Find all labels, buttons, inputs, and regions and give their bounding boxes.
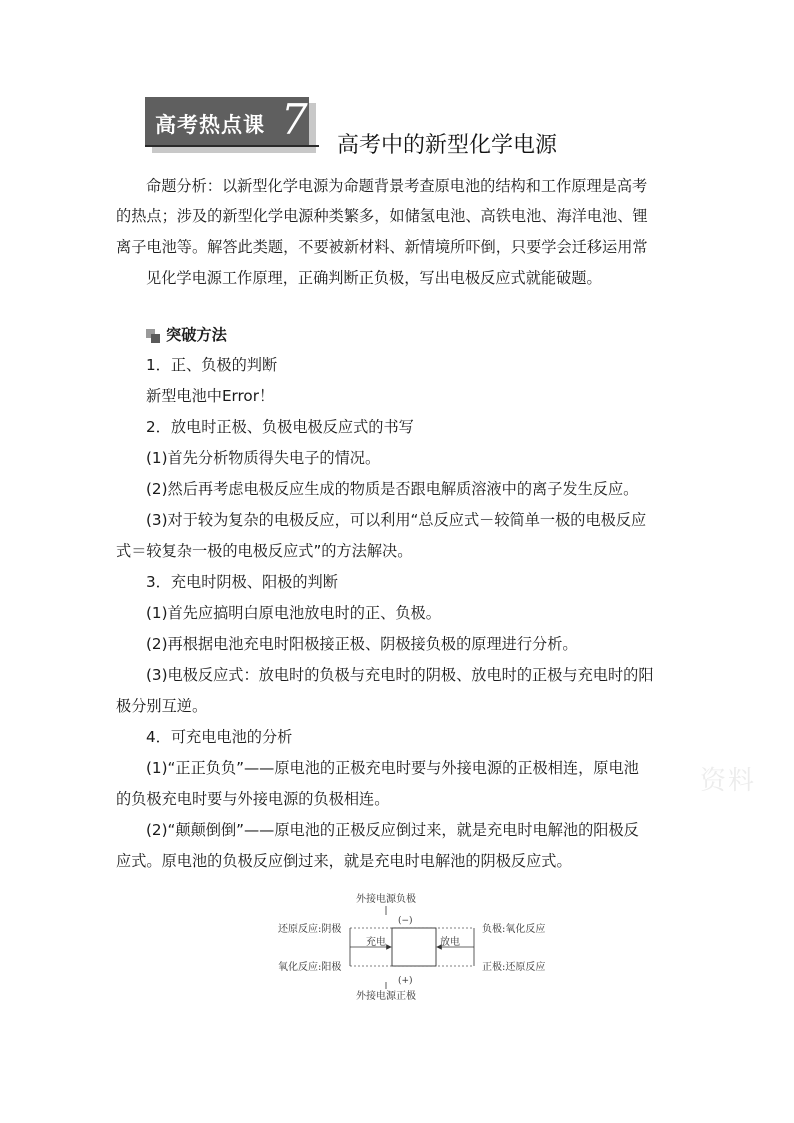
battery-box [392,928,436,966]
label-external-positive: 外接电源正极 [356,991,416,1002]
label-left-bottom: 氧化反应:阳极 [278,962,342,973]
charge-discharge-diagram [270,885,560,1010]
label-charge: 充电 [366,937,386,948]
section-line: 应式。原电池的负极反应倒过来，就是充电时电解池的阴极反应式。 [116,852,572,870]
label-external-negative: 外接电源负极 [356,894,416,905]
section-line: (2)再根据电池充电时阳极接正极、阴极接负极的原理进行分析。 [146,635,578,653]
section-line: 式＝较复杂一极的电极反应式”的方法解决。 [116,542,413,560]
section-line: (1)“正正负负”——原电池的正极充电时要与外接电源的正极相连，原电池 [146,759,639,777]
section-line: 1．正、负极的判断 [146,356,278,374]
label-discharge: 放电 [440,937,460,948]
section-line: (2)“颠颠倒倒”——原电池的正极反应倒过来，就是充电时电解池的阳极反 [146,821,639,839]
label-left-top: 还原反应:阴极 [278,924,342,935]
hot-topic-badge [145,97,309,147]
label-right-top: 负极:氧化反应 [482,924,546,935]
section-line: (3)对于较为复杂的电极反应，可以利用“总反应式－较简单一极的电极反应 [146,511,647,529]
section-heading: 突破方法 [166,326,227,344]
watermark: 资料 [700,766,757,796]
badge-number: 7 [281,95,308,144]
label-right-bottom: 正极:还原反应 [482,962,546,973]
label-minus: (−) [398,916,413,926]
badge-underline [309,145,319,147]
section-line: (1)首先应搞明白原电池放电时的正、负极。 [146,604,441,622]
intro-line-4: 见化学电源工作原理，正确判断正负极，写出电极反应式就能破题。 [146,269,602,287]
section-line: (1)首先分析物质得失电子的情况。 [146,449,381,467]
page-title: 高考中的新型化学电源 [337,133,558,158]
section-line: 新型电池中Error！ [146,387,275,405]
section-line: 2．放电时正极、负极电极反应式的书写 [146,418,414,436]
section-line: 4．可充电电池的分析 [146,728,293,746]
badge-text: 高考热点课 [155,112,265,137]
section-line: (2)然后再考虑电极反应生成的物质是否跟电解质溶液中的离子发生反应。 [146,480,639,498]
section-line: 3．充电时阴极、阳极的判断 [146,573,338,591]
section-line: 极分别互逆。 [116,697,208,715]
intro-line-1: 命题分析：以新型化学电源为命题背景考查原电池的结构和工作原理是高考 [146,177,648,195]
label-plus: (+) [398,976,413,986]
section-line: 的负极充电时要与外接电源的负极相连。 [116,790,390,808]
intro-line-3: 离子电池等。解答此类题，不要被新材料、新情境所吓倒，只要学会迁移运用常 [116,238,648,256]
section-square-icon [146,329,160,343]
section-line: (3)电极反应式：放电时的负极与充电时的阴极、放电时的正极与充电时的阳 [146,666,654,684]
intro-line-2: 的热点；涉及的新型化学电源种类繁多，如储氢电池、高铁电池、海洋电池、锂 [116,207,648,225]
